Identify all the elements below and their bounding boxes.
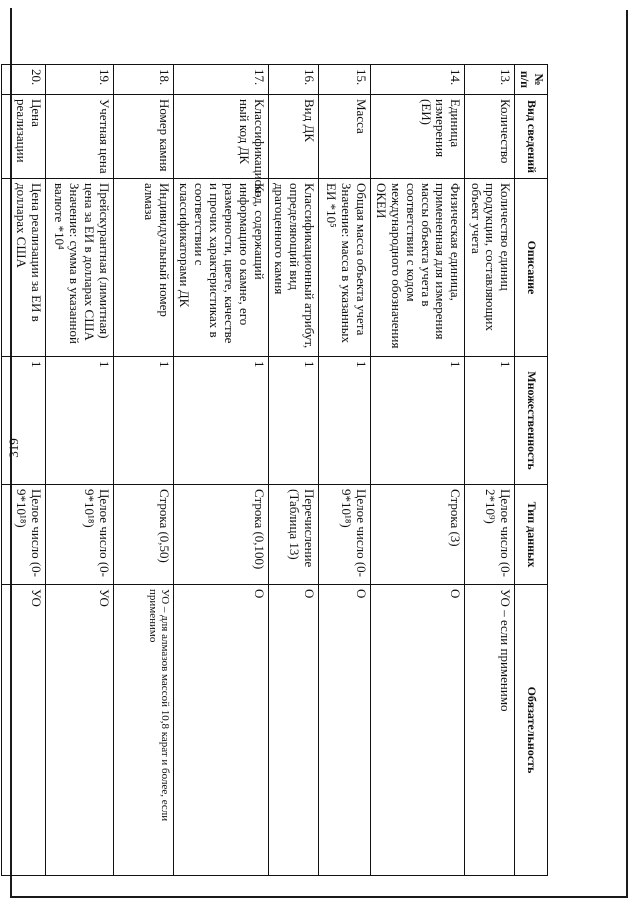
cell-num: 16. xyxy=(268,65,318,95)
cell-desc: Классификационный атрибут, определяющий вид драгоценного камня xyxy=(268,179,318,357)
cell-req: УО – для алмазов массой 10,8 карат и более, если применимо xyxy=(114,585,174,876)
cell-desc: Прейскурантная (лимитная) цена за ЕИ в долларах США Значение: сумма в указанной валюте *10⁴ xyxy=(46,179,114,357)
cell-desc: Цена реализации за ЕИ в долларах США xyxy=(2,179,46,357)
scan-edge-right xyxy=(626,10,628,898)
cell-desc: Общая масса объекта учета Значение: масса в указанных ЕИ *10⁵ xyxy=(318,179,370,357)
cell-req: О xyxy=(174,585,269,876)
table-row xyxy=(465,65,515,876)
cell-req: УО xyxy=(2,585,46,876)
cell-num: 19. xyxy=(46,65,114,95)
header-num: № п/п xyxy=(515,65,548,95)
cell-kind: Единица измерения (ЕИ) xyxy=(370,95,465,179)
cell-mult: 1 xyxy=(465,357,515,485)
header-desc: Описание xyxy=(515,179,548,357)
cell-type: Целое число (0-9*10¹⁸) xyxy=(2,485,46,585)
cell-kind: Классификацион-ный код ДК xyxy=(174,95,269,179)
cell-req: О xyxy=(370,585,465,876)
cell-num: 15. xyxy=(318,65,370,95)
cell-kind: Количество xyxy=(465,95,515,179)
table-row xyxy=(370,65,465,876)
cell-kind: Учетная цена xyxy=(46,95,114,179)
header-req: Обязательность xyxy=(515,585,548,876)
table-row xyxy=(2,65,46,876)
cell-type: Строка (0,100) xyxy=(174,485,269,585)
cell-desc: Код, содержащий информацию о камне, его размерности, цвете, качестве и прочих характеристиках в соответствии с классификаторами ДК xyxy=(174,179,269,357)
cell-num: 18. xyxy=(114,65,174,95)
cell-type: Строка (0,50) xyxy=(114,485,174,585)
cell-mult: 1 xyxy=(174,357,269,485)
cell-type: Строка (3) xyxy=(370,485,465,585)
cell-req: УО – если применимо xyxy=(465,585,515,876)
cell-kind: Цена реализации xyxy=(2,95,46,179)
cell-kind: Вид ДК xyxy=(268,95,318,179)
cell-req: О xyxy=(318,585,370,876)
cell-mult: 1 xyxy=(46,357,114,485)
cell-mult: 1 xyxy=(268,357,318,485)
header-mult: Множественность xyxy=(515,357,548,485)
table-row xyxy=(46,65,114,876)
cell-desc: Количество единиц продукции, составляющих объект учета xyxy=(465,179,515,357)
rotated-table-container xyxy=(14,64,548,876)
cell-mult: 1 xyxy=(2,357,46,485)
cell-type: Целое число (0-9*10¹⁸) xyxy=(46,485,114,585)
scan-edge-bottom xyxy=(10,896,628,898)
cell-num: 14. xyxy=(370,65,465,95)
cell-type: Целое число (0-9*10¹⁸) xyxy=(318,485,370,585)
cell-type: Целое число (0-2*10⁹) xyxy=(465,485,515,585)
table-row xyxy=(318,65,370,876)
cell-num: 20. xyxy=(2,65,46,95)
header-type: Тип данных xyxy=(515,485,548,585)
cell-req: О xyxy=(268,585,318,876)
table-row xyxy=(174,65,269,876)
cell-kind: Масса xyxy=(318,95,370,179)
cell-mult: 1 xyxy=(370,357,465,485)
table-row xyxy=(268,65,318,876)
cell-mult: 1 xyxy=(318,357,370,485)
table-row xyxy=(114,65,174,876)
cell-type: Перечисление (Таблица 13) xyxy=(268,485,318,585)
cell-desc: Индивидуальный номер алмаза xyxy=(114,179,174,357)
cell-num: 17. xyxy=(174,65,269,95)
cell-num: 13. xyxy=(465,65,515,95)
cell-kind: Номер камня xyxy=(114,95,174,179)
header-kind: Вид сведений xyxy=(515,95,548,179)
data-table xyxy=(1,64,548,876)
table-header-row xyxy=(515,65,548,876)
cell-desc: Физическая единица, примененная для измерения массы объекта учета в соответствии с кодом международного обозначения ОКЕИ xyxy=(370,179,465,357)
cell-mult: 1 xyxy=(114,357,174,485)
cell-req: УО xyxy=(46,585,114,876)
